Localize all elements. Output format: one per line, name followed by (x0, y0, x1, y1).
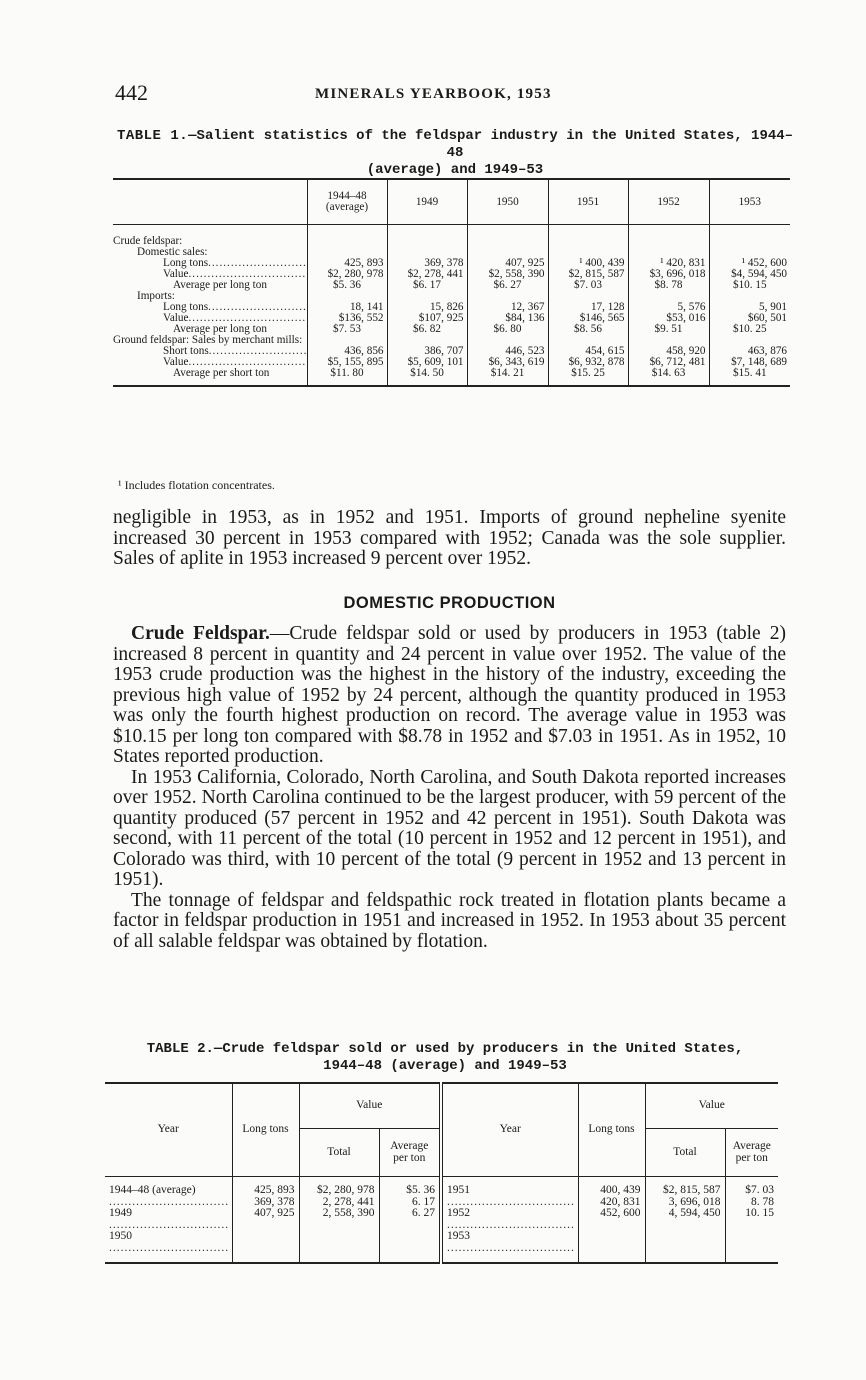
table1-cell: $6. 82 (387, 324, 467, 335)
table1-row (113, 324, 790, 335)
table1-row-label-text: Long tons (163, 301, 209, 313)
table2-header-value: Value (299, 1083, 441, 1129)
table1 (113, 178, 790, 387)
table1-row-label: Domestic sales: (137, 245, 208, 258)
table1-header-cell: 1949 (387, 179, 467, 225)
table2-year-text: 1951 (447, 1185, 470, 1196)
table1-row (113, 368, 790, 386)
table2-value: 369, 378 (254, 1195, 295, 1208)
table2-value: 420, 831 (600, 1195, 641, 1208)
body-paragraph: The tonnage of feldspar and feldspathic rock treated in flotation plants became a factor in feldspar production in 1951 and increased in 1952. In 1953 about 35 percent of all salable feldspar was obtained by flotation. (113, 889, 786, 952)
table1-row-label: Imports: (137, 289, 175, 302)
table1-row (113, 236, 790, 247)
table2-header-year: Year (105, 1083, 232, 1177)
table1-label: TABLE 1. (116, 128, 189, 144)
table2-caption-line1: —Crude feldspar sold or used by producers in the United States, (213, 1041, 744, 1057)
table1-header-cell: 1951 (548, 179, 628, 225)
table2-year (447, 1185, 574, 1208)
table1-header-cell: 1944–48 (average) (307, 179, 387, 225)
table1-cell: 407, 925 (467, 258, 548, 269)
table1-cell: ¹ 420, 831 (628, 258, 709, 269)
table1-cell: 5, 901 (709, 302, 790, 313)
running-title: MINERALS YEARBOOK, 1953 (315, 86, 552, 102)
table1-caption (115, 128, 795, 179)
table1-header-cell: 1950 (467, 179, 548, 225)
table1-cell: $8. 56 (548, 324, 628, 335)
table1-row-label: Ground feldspar: Sales by merchant mills: (113, 333, 303, 346)
table2-year-cell (105, 1177, 232, 1264)
table2-value: 10. 15 (745, 1207, 774, 1219)
body-paragraph-text: —Crude feldspar sold or used by producers in 1953 (table 2) increased 8 percent in quantity and 24 percent in value over 1952. The value of the 1953 crude production was the highest in the history of the industry, exceeding the previous high value of 1952 by 24 percent, although the quantity produced in 1953 was only the fourth highest production on record. The average value in 1953 was $10.15 per long ton compared with $8.78 in 1952 and $7.03 in 1951. As in 1952, 10 States reported production. (113, 623, 786, 767)
table2-value: $7. 03 (745, 1184, 774, 1196)
body-text-block (113, 624, 786, 952)
table1-row (113, 357, 790, 368)
table1-cell: ¹ 452, 600 (709, 258, 790, 269)
table2-value: 3, 696, 018 (668, 1195, 721, 1208)
table2-caption (105, 1041, 785, 1075)
table1-row-label: Average per long ton (173, 278, 267, 291)
table1-row-label (113, 357, 307, 368)
table1-cell: $6, 712, 481 (628, 357, 709, 368)
table2-header-row (105, 1083, 778, 1129)
table1-footnote: ¹ Includes flotation concentrates. (118, 478, 275, 492)
table1-cell: $6, 343, 619 (467, 357, 548, 368)
body-paragraph-1-block (113, 508, 786, 570)
table1-cell: $84, 136 (467, 313, 548, 324)
table1-cell: $9. 51 (628, 324, 709, 335)
table1-cell: 369, 378 (387, 258, 467, 269)
table1-header-cell: 1952 (628, 179, 709, 225)
table1-cell: $10. 15 (709, 280, 790, 291)
table1-row-label-text: Short tons (163, 345, 209, 357)
table2-label: TABLE 2. (146, 1041, 214, 1057)
table1-header-cell: 1953 (709, 179, 790, 225)
table1-cell: 12, 367 (467, 302, 548, 313)
table1-cell: $14. 50 (387, 368, 467, 386)
table1-row-label (113, 258, 307, 269)
table2-header-average: Average per ton (379, 1129, 441, 1177)
table1-caption-line2: (average) and 1949–53 (366, 162, 544, 178)
table1-cell: 463, 876 (709, 346, 790, 357)
table2-header-long-tons: Long tons (578, 1083, 645, 1177)
table1-cell: $6. 17 (387, 280, 467, 291)
table1-row-label (113, 269, 307, 280)
table1-row (113, 280, 790, 291)
table2-value: 400, 439 (600, 1184, 641, 1196)
table1-cell: $15. 25 (548, 368, 628, 386)
table1-row-label (113, 313, 307, 324)
table1-row-label-text: Value (163, 356, 189, 368)
table1-row-label: Average per long ton (173, 322, 267, 335)
table1-cell: $15. 41 (709, 368, 790, 386)
table1-cell: $2, 558, 390 (467, 269, 548, 280)
table2-header-long-tons: Long tons (232, 1083, 299, 1177)
table2-header-year: Year (441, 1083, 578, 1177)
table1-row-label (113, 346, 307, 357)
page-number: 442 (115, 80, 148, 105)
table2-average-cell (379, 1177, 441, 1264)
table1-cell: $146, 565 (548, 313, 628, 324)
table2-total-cell (645, 1177, 725, 1264)
table1-row (113, 247, 790, 258)
table1-cell: 18, 141 (307, 302, 387, 313)
table2-long-tons-cell (232, 1177, 299, 1264)
table1-cell: $7, 148, 689 (709, 357, 790, 368)
table1-row-label-text: Value (163, 268, 189, 280)
table2-year-text: 1944–48 (average) (109, 1185, 196, 1196)
body-paragraph: negligible in 1953, as in 1952 and 1951. Imports of ground nepheline syenite increased 30 percent in 1953 compared with 1952; Canada was the sole supplier. Sales of aplite in 1953 increased 9 percent over 1952. (113, 507, 786, 569)
table1-cell: $60, 501 (709, 313, 790, 324)
table2-year (447, 1208, 574, 1231)
table1-cell: $11. 80 (307, 368, 387, 386)
table1-header-blank (113, 179, 307, 225)
table1-cell: $6. 27 (467, 280, 548, 291)
table2-value: 2, 558, 390 (322, 1207, 375, 1219)
section-heading: DOMESTIC PRODUCTION (343, 594, 556, 612)
body-paragraph (113, 624, 786, 768)
table2-value: 6. 27 (412, 1207, 435, 1219)
table2-header-average: Average per ton (725, 1129, 778, 1177)
table2-long-tons-cell (578, 1177, 645, 1264)
table1-cell: $53, 016 (628, 313, 709, 324)
table1-cell: 436, 856 (307, 346, 387, 357)
table2-average-cell (725, 1177, 778, 1264)
table1-cell: $14. 63 (628, 368, 709, 386)
run-in-heading: Crude Feldspar. (131, 623, 270, 644)
table1-row-label-text: Long tons (163, 257, 209, 269)
table2-year-cell (441, 1177, 578, 1264)
table1-caption-line1: —Salient statistics of the feldspar industry in the United States, 1944–48 (188, 128, 794, 161)
table2-total-cell (299, 1177, 379, 1264)
table2-year-text: 1953 (447, 1231, 470, 1242)
table2 (105, 1082, 778, 1264)
table2-year (447, 1231, 574, 1254)
table2-header-total: Total (645, 1129, 725, 1177)
table1-cell: $5, 609, 101 (387, 357, 467, 368)
table2-year-text: 1949 (109, 1208, 132, 1219)
table1-row (113, 258, 790, 269)
table2-value: 8. 78 (751, 1195, 774, 1208)
table1-row-label (113, 302, 307, 313)
table2-header-total: Total (299, 1129, 379, 1177)
table1-cell: $7. 53 (307, 324, 387, 335)
table1-row (113, 335, 790, 346)
table1-row (113, 302, 790, 313)
table2-value: 2, 278, 441 (322, 1195, 375, 1208)
table2-caption-line2: 1944–48 (average) and 1949–53 (323, 1058, 567, 1074)
table1-row (113, 269, 790, 280)
table1-cell: $136, 552 (307, 313, 387, 324)
table1-cell: $8. 78 (628, 280, 709, 291)
table2-value: 452, 600 (600, 1207, 641, 1219)
table1-header-row (113, 179, 790, 225)
table2-value: 407, 925 (254, 1207, 295, 1219)
table1-row-label: Average per short ton (173, 366, 270, 379)
table1-cell: $5. 36 (307, 280, 387, 291)
table1-cell: $107, 925 (387, 313, 467, 324)
table2-value: 4, 594, 450 (668, 1207, 721, 1219)
table1-cell: 446, 523 (467, 346, 548, 357)
table2-value: 425, 893 (254, 1184, 295, 1196)
table1-row-label-text: Value (163, 312, 189, 324)
table2-value: $5. 36 (406, 1184, 435, 1196)
table1-cell: $4, 594, 450 (709, 269, 790, 280)
table2-year-text: 1950 (109, 1231, 132, 1242)
table2-value: 6. 17 (412, 1195, 435, 1208)
table1-cell: 15, 826 (387, 302, 467, 313)
table1-cell: 454, 615 (548, 346, 628, 357)
table2-year (109, 1231, 228, 1254)
table1-cell: 5, 576 (628, 302, 709, 313)
running-head (115, 80, 791, 110)
table1-cell: $2, 278, 441 (387, 269, 467, 280)
table2-year-text: 1952 (447, 1208, 470, 1219)
table1-row (113, 313, 790, 324)
table1-cell: 458, 920 (628, 346, 709, 357)
table1-cell: $10. 25 (709, 324, 790, 335)
table1-cell: $6. 80 (467, 324, 548, 335)
table2-year (109, 1208, 228, 1231)
table1-cell: 17, 128 (548, 302, 628, 313)
body-paragraph: In 1953 California, Colorado, North Carolina, and South Dakota reported increases over 1952. North Carolina continued to be the largest producer, with 59 percent of the quantity produced (57 percent in 1952 and 42 percent in 1951). South Dakota was second, with 11 percent of the total (10 percent in 1952 and 12 percent in 1951), and Colorado was third, with 10 percent of the total (9 percent in 1952 and 13 percent in 1951). (113, 766, 786, 890)
table1-cell: 425, 893 (307, 258, 387, 269)
table1-cell: $2, 815, 587 (548, 269, 628, 280)
table1-cell: ¹ 400, 439 (548, 258, 628, 269)
table1-row (113, 291, 790, 302)
table2-year (109, 1185, 228, 1208)
table1-cell: $3, 696, 018 (628, 269, 709, 280)
table2-value: $2, 815, 587 (663, 1184, 721, 1196)
table1-cell: $5, 155, 895 (307, 357, 387, 368)
table1-row-label: Crude feldspar: (113, 234, 183, 247)
table2-value: $2, 280, 978 (317, 1184, 375, 1196)
table2-header-value: Value (645, 1083, 778, 1129)
table1-cell: $7. 03 (548, 280, 628, 291)
table1-cell: $6, 932, 878 (548, 357, 628, 368)
table1-cell: 386, 707 (387, 346, 467, 357)
table2-row (105, 1177, 778, 1264)
table1-cell: $14. 21 (467, 368, 548, 386)
table1-cell: $2, 280, 978 (307, 269, 387, 280)
table1-row (113, 346, 790, 357)
